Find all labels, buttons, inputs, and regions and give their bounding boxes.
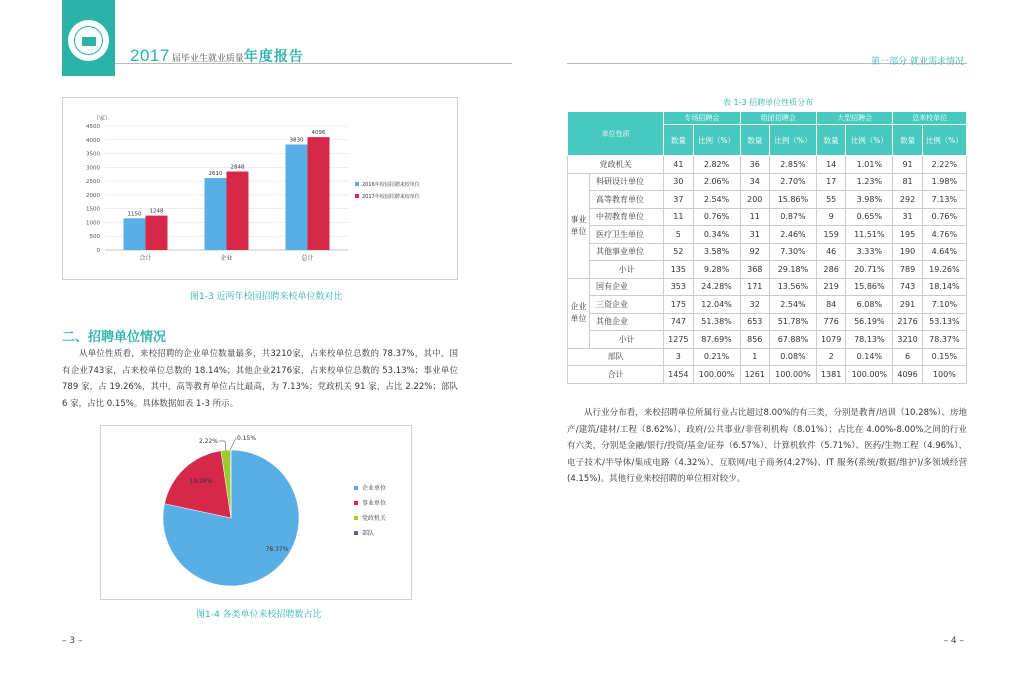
table-caption: 表 1-3 招聘单位性质分布 xyxy=(722,98,814,107)
logo-emblem xyxy=(68,20,109,61)
table-cell: 2.06% xyxy=(693,173,740,191)
bar xyxy=(146,216,168,250)
y-tick-label: 1500 xyxy=(86,206,100,213)
legend-label: 企业单位 xyxy=(362,485,387,492)
table-cell: 776 xyxy=(816,313,845,331)
table-cell: 171 xyxy=(740,278,769,296)
table-cell: 1275 xyxy=(664,331,693,349)
table-cell: 91 xyxy=(893,156,922,174)
bar-data-label: 2848 xyxy=(230,164,245,171)
table-cell: 15.86% xyxy=(846,278,893,296)
table-cell: 4096 xyxy=(893,366,922,384)
pie-data-label: 78.37% xyxy=(265,546,289,553)
legend-label: 2016年校园招聘来校单位 xyxy=(362,182,420,188)
table-group-header: 专场招聘会 xyxy=(664,112,740,125)
table-cell: 81 xyxy=(893,173,922,191)
table-cell: 286 xyxy=(816,261,845,279)
table-cell: 856 xyxy=(740,331,769,349)
section-paragraph: 从单位性质看，来校招聘的企业单位数量最多，共3210家，占来校单位总数的 78.37%，其中，国有企业743家，占来校单位总数的 18.14%；其他企业2176家，占来校单位总数的 53.13%；事业单位 789 家，占 19.26%，其中，高等教育单位占比最高，为 7.13%；党政机关 91 家，占比 2.22%；部队 6 家，占比 0.15%。具体数据如表 1-3 所示。 xyxy=(62,349,458,409)
row-label: 小计 xyxy=(590,261,664,279)
legend-label: 2017年校园招聘来校单位 xyxy=(362,194,420,200)
table-cell: 100.00% xyxy=(693,366,740,384)
table-cell: 368 xyxy=(740,261,769,279)
table-cell: 29.18% xyxy=(769,261,816,279)
bar xyxy=(286,144,308,250)
table-cell: 67.88% xyxy=(769,331,816,349)
table-cell: 0.76% xyxy=(693,208,740,226)
table-header-unit-type: 单位性质 xyxy=(568,112,664,156)
table-sub-header: 数量 xyxy=(893,125,922,156)
legend-swatch xyxy=(354,501,358,505)
y-tick-label: 2000 xyxy=(86,192,100,199)
page-number-left: – 3 – xyxy=(62,636,83,646)
y-tick-label: 0 xyxy=(96,248,100,254)
table-cell: 5 xyxy=(664,226,693,244)
x-tick-label: 企业 xyxy=(220,255,233,262)
table-cell: 0.15% xyxy=(922,348,966,366)
pie-chart xyxy=(101,426,413,601)
row-label: 科研设计单位 xyxy=(590,173,664,191)
table-cell: 2.82% xyxy=(693,156,740,174)
table-sub-header: 数量 xyxy=(816,125,845,156)
table-cell: 78.13% xyxy=(846,331,893,349)
right-page xyxy=(512,0,1024,700)
table-cell: 24.28% xyxy=(693,278,740,296)
bar-chart-caption: 图1-3 近两年校园招聘来校单位数对比 xyxy=(190,292,343,302)
table-cell: 46 xyxy=(816,243,845,261)
section-title: 二、招聘单位情况 xyxy=(62,330,167,345)
pie-data-label: 19.26% xyxy=(189,478,213,485)
table-cell: 3.33% xyxy=(846,243,893,261)
pie-chart-caption: 图1-4 各类单位来校招聘数占比 xyxy=(196,610,322,620)
legend-label: 党政机关 xyxy=(362,515,387,522)
table-cell: 1.23% xyxy=(846,173,893,191)
table-sub-header: 比例（%） xyxy=(693,125,740,156)
bar xyxy=(205,178,227,250)
table-cell: 36 xyxy=(740,156,769,174)
table-cell: 100.00% xyxy=(846,366,893,384)
table-cell: 2.70% xyxy=(769,173,816,191)
bar-chart-frame xyxy=(62,97,458,280)
row-label: 小计 xyxy=(590,331,664,349)
y-tick-label: 3500 xyxy=(86,151,100,158)
table-cell: 200 xyxy=(740,191,769,209)
table-cell: 2.54% xyxy=(769,296,816,314)
table-cell: 14 xyxy=(816,156,845,174)
table-cell: 789 xyxy=(893,261,922,279)
table-cell: 219 xyxy=(816,278,845,296)
legend-label: 部队 xyxy=(362,530,375,537)
bar-data-label: 4096 xyxy=(311,130,326,137)
table-row xyxy=(568,208,967,226)
table-row xyxy=(568,243,967,261)
row-label: 高等教育单位 xyxy=(590,191,664,209)
table-sub-header: 比例（%） xyxy=(922,125,966,156)
table-row xyxy=(568,226,967,244)
table-cell: 92 xyxy=(740,243,769,261)
x-tick-label: 合计 xyxy=(139,255,152,262)
table-group-header: 大型招聘会 xyxy=(816,112,892,125)
y-tick-label: 4000 xyxy=(86,137,100,144)
table-cell: 41 xyxy=(664,156,693,174)
table-cell: 52 xyxy=(664,243,693,261)
table-row xyxy=(568,278,967,296)
table-cell: 1454 xyxy=(664,366,693,384)
row-label: 其他事业单位 xyxy=(590,243,664,261)
legend-swatch xyxy=(355,182,359,186)
table-cell: 51.38% xyxy=(693,313,740,331)
table-cell: 12.04% xyxy=(693,296,740,314)
table-cell: 9.28% xyxy=(693,261,740,279)
table-cell: 1079 xyxy=(816,331,845,349)
header-rule xyxy=(115,63,512,64)
table-cell: 0.34% xyxy=(693,226,740,244)
row-label: 部队 xyxy=(568,348,664,366)
table-cell: 1381 xyxy=(816,366,845,384)
table-cell: 1 xyxy=(740,348,769,366)
table-cell: 19.26% xyxy=(922,261,966,279)
y-tick-label: 1000 xyxy=(86,220,100,227)
table-sub-header: 比例（%） xyxy=(846,125,893,156)
header-subtitle: 届毕业生就业质量 xyxy=(171,54,244,64)
table-cell: 743 xyxy=(893,278,922,296)
y-tick-label: 500 xyxy=(89,234,100,241)
table-cell: 17 xyxy=(816,173,845,191)
pie-chart-frame xyxy=(100,425,412,600)
table-cell: 11.51% xyxy=(846,226,893,244)
table-cell: 2.22% xyxy=(922,156,966,174)
table-row xyxy=(568,173,967,191)
legend-swatch xyxy=(354,516,358,520)
table-cell: 11 xyxy=(740,208,769,226)
table-cell: 55 xyxy=(816,191,845,209)
row-label: 医疗卫生单位 xyxy=(590,226,664,244)
row-label: 三资企业 xyxy=(590,296,664,314)
bar xyxy=(308,137,330,250)
legend-swatch xyxy=(354,486,358,490)
table-cell: 292 xyxy=(893,191,922,209)
table-cell: 4.76% xyxy=(922,226,966,244)
table-cell: 653 xyxy=(740,313,769,331)
table-cell: 0.76% xyxy=(922,208,966,226)
table-cell: 32 xyxy=(740,296,769,314)
table-cell: 747 xyxy=(664,313,693,331)
table-cell: 1.01% xyxy=(846,156,893,174)
table-cell: 2176 xyxy=(893,313,922,331)
table-row xyxy=(568,261,967,279)
legend-swatch xyxy=(354,531,358,535)
table-cell: 2.46% xyxy=(769,226,816,244)
bar xyxy=(227,172,249,250)
table-cell: 87.69% xyxy=(693,331,740,349)
table-cell: 1261 xyxy=(740,366,769,384)
table-cell: 78.37% xyxy=(922,331,966,349)
y-axis-unit: （家） xyxy=(93,115,112,122)
table-cell: 0.14% xyxy=(846,348,893,366)
row-label: 合计 xyxy=(568,366,664,384)
table-cell: 2.85% xyxy=(769,156,816,174)
table-row xyxy=(568,331,967,349)
header-section-name: 第一部分 就业需求情况 xyxy=(871,57,964,67)
table-row xyxy=(568,156,967,174)
table-cell: 100.00% xyxy=(769,366,816,384)
table-cell: 195 xyxy=(893,226,922,244)
y-tick-label: 4500 xyxy=(86,124,100,130)
table-row xyxy=(568,313,967,331)
table-cell: 4.64% xyxy=(922,243,966,261)
row-label: 中初教育单位 xyxy=(590,208,664,226)
bar-data-label: 1150 xyxy=(127,211,142,218)
row-label: 其他企业 xyxy=(590,313,664,331)
table-sub-header: 数量 xyxy=(740,125,769,156)
table-cell: 6 xyxy=(893,348,922,366)
table-cell: 37 xyxy=(664,191,693,209)
page-number-right: – 4 – xyxy=(943,636,964,646)
table-cell: 53.13% xyxy=(922,313,966,331)
table-cell: 7.30% xyxy=(769,243,816,261)
table-cell: 31 xyxy=(740,226,769,244)
table-cell: 1.98% xyxy=(922,173,966,191)
table-row xyxy=(568,191,967,209)
table-cell: 51.78% xyxy=(769,313,816,331)
table-cell: 30 xyxy=(664,173,693,191)
row-group-label: 企业 单位 xyxy=(568,278,590,348)
leader-line xyxy=(230,438,236,450)
pie-data-label: 0.15% xyxy=(237,435,257,442)
table-cell: 6.08% xyxy=(846,296,893,314)
table-cell: 100% xyxy=(922,366,966,384)
legend-swatch xyxy=(355,194,359,198)
table-cell: 159 xyxy=(816,226,845,244)
table-cell: 0.65% xyxy=(846,208,893,226)
table-cell: 56.19% xyxy=(846,313,893,331)
unit-type-table xyxy=(567,111,967,384)
pie-data-label: 2.22% xyxy=(198,438,218,445)
bar-data-label: 2610 xyxy=(208,171,223,178)
table-cell: 18.14% xyxy=(922,278,966,296)
table-cell: 11 xyxy=(664,208,693,226)
table-cell: 291 xyxy=(893,296,922,314)
table-sub-header: 数量 xyxy=(664,125,693,156)
table-cell: 353 xyxy=(664,278,693,296)
table-cell: 13.56% xyxy=(769,278,816,296)
table-cell: 0.08% xyxy=(769,348,816,366)
table-cell: 9 xyxy=(816,208,845,226)
table-cell: 3.98% xyxy=(846,191,893,209)
table-cell: 15.86% xyxy=(769,191,816,209)
table-cell: 3 xyxy=(664,348,693,366)
x-tick-label: 总计 xyxy=(301,255,314,262)
table-cell: 3.58% xyxy=(693,243,740,261)
table-cell: 2.54% xyxy=(693,191,740,209)
table-group-header: 组团招聘会 xyxy=(740,112,816,125)
table-cell: 31 xyxy=(893,208,922,226)
industry-paragraph: 从行业分布看，来校招聘单位所属行业占比超过8.00%的有三类，分别是教育/培训（10.28%）、房地产/建筑/建材/工程（8.62%）、政府/公共事业/非营利机构（8.01%）；占比在 4.00%-8.00%之间的行业有六类，分别是金融/银行/投资/基金/证券（6.57%）、计算机软件（5.71%）、医药/生物工程（4.96%）、电子技术/半导体/集成电路（4.32%）、互联网/电子商务(4.27%)、IT 服务(系统/数据/维护)/多领域经营(4.15%)。其他行业来校招聘的单位相对较少。 xyxy=(567,408,967,484)
header-year: 2017 xyxy=(130,46,170,65)
leader-line xyxy=(225,441,226,451)
row-label: 国有企业 xyxy=(590,278,664,296)
table-row xyxy=(568,296,967,314)
legend-label: 事业单位 xyxy=(362,500,387,507)
table-cell: 175 xyxy=(664,296,693,314)
table-sub-header: 比例（%） xyxy=(769,125,816,156)
row-label: 党政机关 xyxy=(568,156,664,174)
bar xyxy=(124,218,146,250)
row-group-label: 事业 单位 xyxy=(568,173,590,278)
table-cell: 34 xyxy=(740,173,769,191)
y-tick-label: 3000 xyxy=(86,165,100,172)
y-tick-label: 2500 xyxy=(86,179,100,186)
table-cell: 0.21% xyxy=(693,348,740,366)
table-cell: 7.10% xyxy=(922,296,966,314)
table-cell: 7.13% xyxy=(922,191,966,209)
bar-chart xyxy=(63,98,459,281)
table-cell: 3210 xyxy=(893,331,922,349)
table-group-header: 总来校单位 xyxy=(893,112,967,125)
table-row xyxy=(568,366,967,384)
header-title-bold: 年度报告 xyxy=(243,49,304,65)
bar-data-label: 1248 xyxy=(149,208,164,215)
table-cell: 0.87% xyxy=(769,208,816,226)
table-cell: 84 xyxy=(816,296,845,314)
table-cell: 2 xyxy=(816,348,845,366)
table-row xyxy=(568,348,967,366)
table-cell: 135 xyxy=(664,261,693,279)
table-cell: 20.71% xyxy=(846,261,893,279)
table-cell: 190 xyxy=(893,243,922,261)
university-logo xyxy=(62,0,115,76)
bar-data-label: 3830 xyxy=(289,137,304,144)
